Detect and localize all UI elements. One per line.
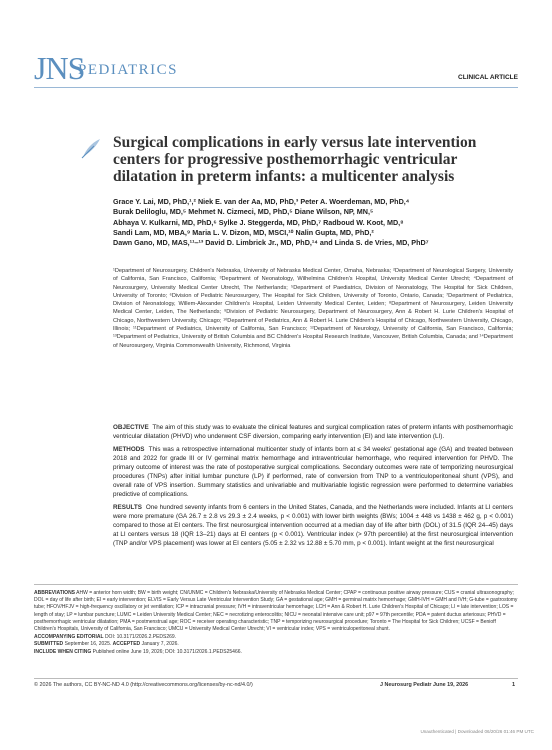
section-label: OBJECTIVE: [113, 424, 149, 431]
abstract-methods: METHODS This was a retrospective international multicenter study of infants born at ≤ 34 weeks' gestational age (GA) and treated between 2018 and 2022 for grade III or IV germinal matrix hemorrhage and intraventricular hemorrhage, who required intervention for PHVD. The primary outcome of interest was the rate of postoperative surgical complications. Secondary outcomes were rate of temporizing neurosurgical procedures (TNPs) after initial lumbar puncture (LP) if performed, rate of conversion from TNP to a ventriculoperitoneal shunt (VPS), and overall rate of VPS insertion. Summary statistics and univariable and multivariable logistic regression were performed to determine variables predictive of complications.: [113, 446, 513, 498]
author-list: [113, 197, 513, 248]
journal-logo: JNS: [34, 50, 85, 86]
citation-note: INCLUDE WHEN CITING Published online June 19, 2026; DOI: 10.3171/2026.1.PEDS25466.: [34, 648, 242, 655]
author-line: Burak Deliloglu, MD,⁵ Mehmet N. Cizmeci, MD, PhD,⁵ Diane Wilson, NP, MN,⁵: [113, 207, 374, 217]
article-type: CLINICAL ARTICLE: [458, 74, 518, 81]
footnote-rule: [34, 584, 518, 585]
affiliations: ¹Department of Neurosurgery, Children's Nebraska, University of Nebraska Medical Center, Omaha, Nebraska; ²Department of Neurological Surgery, University of California, San Francisco, California; ³Department of Neonatology, Wilhelmina Children's Hospital, University Medical Center Utrecht; ⁴Department of Neurosurgery, University Medical Center Utrecht, The Netherlands; ⁵Department of Paediatrics, Division of Neonatology, The Hospital for Sick Children, University of Toronto; ⁶Division of Pediatric Neurosurgery, The Hospital for Sick Children, University of Toronto, Ontario, Canada; ⁷Department of Pediatrics, Division of Neonatology, Willem-Alexander Children's Hospital, Leiden University Medical Center, Leiden; ⁸Department of Neurosurgery, Leiden University Medical Center, Leiden, The Netherlands; ⁹Division of Pediatric Neurosurgery, Department of Neurosurgery, Ann & Robert H. Lurie Children's Hospital of Chicago, Northwestern University, Chicago; ¹⁰Department of Pediatrics, Ann & Robert H. Lurie Children's Hospital of Chicago, Northwestern University, Chicago, Illinois; ¹¹Department of Pediatrics, University of California, San Francisco; ¹²Department of Neurology, University of California, San Francisco, California; ¹³Department of Pediatrics, University of British Columbia and BC Children's Hospital Research Institute, Vancouver, British Columbia, Canada; and ¹⁴Department of Neurosurgery, Virginia Commonwealth University, Richmond, Virginia: [113, 268, 513, 349]
journal-subtitle: PEDIATRICS: [78, 62, 179, 78]
accompanying-editorial: ACCOMPANYING EDITORIAL DOI: 10.3171/2026.2.PEDS269.: [34, 634, 177, 641]
copyright-notice: © 2026 The authors, CC BY-NC-ND 4.0 (http://creativecommons.org/licenses/by-nc-nd/4.0/): [34, 682, 253, 688]
journal-reference: J Neurosurg Pediatr June 19, 2026: [380, 682, 469, 688]
section-label: METHODS: [113, 446, 145, 453]
download-stamp: Unauthenticated | Downloaded 06/20/26 01:46 PM UTC: [420, 729, 534, 734]
author-line: Dawn Gano, MD, MAS,¹¹–¹³ David D. Limbrick Jr., MD, PhD,¹⁴ and Linda S. de Vries, MD, PhD⁷: [113, 238, 429, 248]
author-line: Grace Y. Lai, MD, PhD,¹,² Niek E. van der Aa, MD, PhD,³ Peter A. Woerdeman, MD, PhD,⁴: [113, 197, 410, 206]
abstract-results: RESULTS One hundred seventy infants from 6 centers in the United States, Canada, and the Netherlands were included. Infants at LI centers were more premature (GA 26.7 ± 2.8 vs 29.3 ± 2.4 weeks, p < 0.001) with lower birth weights (BWs; 1004 ± 448 vs 1438 ± 462 g, p < 0.001) compared to those at EI centers. The first neurosurgical intervention occurred at a median day of life after birth (DOL) of 31.5 (IQR 24–45) days at LI centers versus 18 (IQR 13–21) days at EI centers (p < 0.001). Ventricular index (> 97th percentile) at the first neurosurgical intervention (TNP and/or VPS placement) was lower at EI centers (5.05 ± 2.32 vs 12.88 ± 5.70 mm, p < 0.001). Infant weight at the first neurosurgical: [113, 504, 513, 547]
header-rule: [34, 87, 518, 88]
footer-rule: [34, 678, 518, 679]
submission-dates: SUBMITTED September 16, 2025. ACCEPTED January 7, 2026.: [34, 641, 179, 648]
journal-header: [34, 52, 518, 86]
author-line: Sandi Lam, MD, MBA,⁹ Maria L. V. Dizon, MD, MSCI,¹⁰ Nalin Gupta, MD, PhD,²: [113, 227, 374, 237]
page-number: 1: [512, 682, 516, 688]
footnotes: [34, 590, 518, 656]
abstract-objective: OBJECTIVE The aim of this study was to evaluate the clinical features and surgical complication rates of preterm infants with posthemorrhagic ventricular dilatation (PHVD) who underwent CSF diversion, comparing early intervention (EI) and late intervention (LI).: [113, 424, 514, 440]
article-title: Surgical complications in early versus late intervention centers for progressive posthemorrhagic ventricular dilatation in preterm infants: a multicenter analysis: [113, 134, 477, 185]
abbreviations: ABBREVIATIONS AHW = anterior horn width; BW = birth weight; CN/UNMC = Children's Nebraska/University of Nebraska Medical Center; CPAP = continuous positive airway pressure; CUS = cranial ultrasonography; DOL = day of life after birth; EI = early intervention; ELVIS = Early Versus Late Ventricular Intervention Study; GA = gestational age; GMH = germinal matrix hemorrhage; GMH-IVH = GMH and IVH; G-tube = gastrostomy tube; HFOV/HFJV = high-frequency oscillatory or jet ventilation; ICP = intracranial pressure; IVH = intraventricular hemorrhage; LCH = Ann & Robert H. Lurie Children's Hospital of Chicago; LI = late intervention; LOS = length of stay; LP = lumbar puncture; LUMC = Leiden University Medical Center; NEC = necrotizing enterocolitis; NICU = neonatal intensive care unit; p97 = 97th percentile; PDA = patent ductus arteriosus; PHVD = posthemorrhagic ventricular dilatation; PMA = postmenstrual age; ROC = receiver operating characteristic; TNP = temporizing neurosurgical procedure; Toronto = The Hospital for Sick Children; UCSF = Benioff Children's Hospitals, University of California, San Francisco; UMCU = University Medical Center Utrecht; VI = ventricular index; VPS = ventriculoperitoneal shunt.: [34, 590, 518, 633]
abstract: [113, 423, 513, 552]
author-line: Abhaya V. Kulkarni, MD, PhD,⁶ Sylke J. Steggerda, MD, PhD,⁷ Radboud W. Koot, MD,⁸: [113, 217, 404, 227]
quill-icon: [80, 137, 102, 159]
section-label: RESULTS: [113, 504, 142, 511]
